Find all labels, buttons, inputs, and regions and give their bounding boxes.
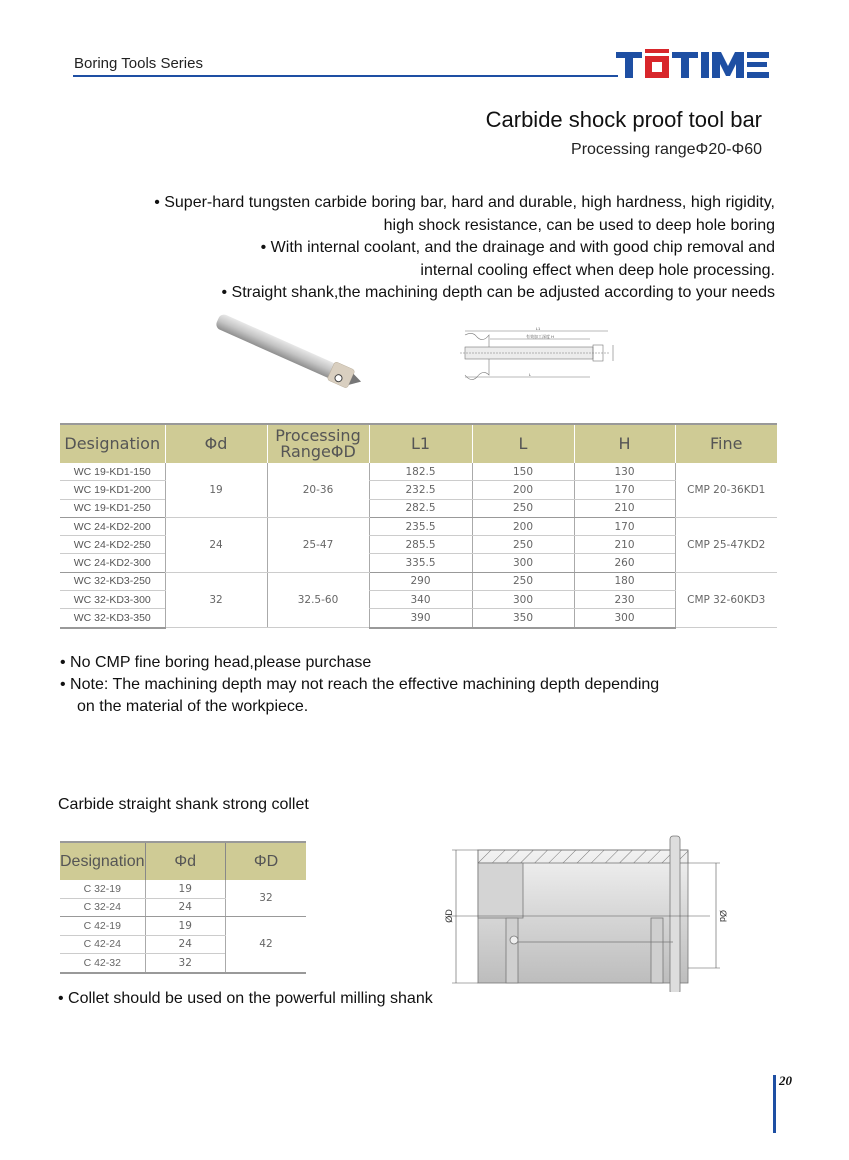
col-D: ΦD: [225, 842, 306, 880]
feature-line: internal cooling effect when deep hole processing.: [420, 261, 775, 279]
D-value: 32: [225, 880, 306, 917]
page-number: 20: [779, 1073, 792, 1088]
feature-line: • Super-hard tungsten carbide boring bar, hard and durable, high hardness, high rigidity,: [154, 194, 775, 211]
collet-note: • Collet should be used on the powerful milling shank: [58, 990, 433, 1007]
drawing-label-l: L: [528, 372, 532, 377]
range-value: 32.5-60: [267, 572, 369, 627]
series-title: Boring Tools Series: [74, 55, 203, 72]
totime-logo: [616, 48, 770, 80]
col-designation: Designation: [60, 842, 145, 880]
boring-bar-drawing: [450, 325, 618, 385]
table-row: WC 24-KD2-250 285.5 250 210: [60, 536, 777, 554]
d-value: 19: [165, 463, 267, 517]
D-value: 42: [225, 917, 306, 973]
table-row: WC 32-KD3-250 32 32.5-60 290 250 180 CMP 32-60KD3: [60, 572, 777, 590]
feature-line: high shock resistance, can be used to deep hole boring: [383, 216, 775, 234]
product-title: Carbide shock proof tool bar: [485, 107, 762, 132]
table-row: WC 19-KD1-150 19 20-36 182.5 150 130 CMP 20-36KD1: [60, 463, 777, 481]
range-value: 20-36: [267, 463, 369, 517]
col-designation: Designation: [60, 424, 165, 463]
table-header-row: [60, 424, 777, 463]
collet-drawing: [438, 832, 728, 992]
boring-bar-photo: [213, 308, 383, 398]
col-range: Processing RangeΦD: [267, 424, 369, 463]
drawing-label-l1: L1: [535, 326, 541, 331]
note-line: • No CMP fine boring head,please purchase: [60, 654, 372, 671]
feature-line: • With internal coolant, and the drainage and with good chip removal and: [260, 239, 775, 256]
fine-value: CMP 32-60KD3: [675, 572, 777, 627]
note-line: on the material of the workpiece.: [77, 698, 309, 715]
table-row: C 42-19 19 42: [60, 917, 306, 936]
col-fine: Fine: [675, 424, 777, 463]
col-l: L: [472, 424, 574, 463]
collet-label-D: ØD: [444, 909, 454, 923]
d-value: 24: [165, 517, 267, 572]
feature-line: • Straight shank,the machining depth can be adjusted according to your needs: [221, 284, 775, 301]
table-row: C 32-19 19 32: [60, 880, 306, 898]
fine-value: CMP 25-47KD2: [675, 517, 777, 572]
table-row: WC 32-KD3-350 390 350 300: [60, 609, 777, 628]
notes: [60, 652, 659, 718]
col-d: Φd: [165, 424, 267, 463]
fine-value: CMP 20-36KD1: [675, 463, 777, 517]
table-row: WC 24-KD2-200 24 25-47 235.5 200 170 CMP 25-47KD2: [60, 517, 777, 535]
feature-list: [154, 192, 775, 305]
table-header-row: [60, 842, 306, 880]
col-l1: L1: [369, 424, 472, 463]
collet-table: [60, 841, 306, 974]
collet-title: Carbide straight shank strong collet: [58, 796, 309, 813]
product-subtitle: Processing rangeΦ20-Φ60: [571, 141, 762, 158]
collet-label-d: Ød: [718, 909, 728, 923]
d-value: 32: [165, 572, 267, 627]
col-h: H: [574, 424, 675, 463]
boring-bar-table: [60, 423, 777, 629]
table-row: WC 32-KD3-300 340 300 230: [60, 591, 777, 609]
table-row: WC 19-KD1-200 232.5 200 170: [60, 481, 777, 499]
note-line: • Note: The machining depth may not reach the effective machining depth depending: [60, 676, 660, 693]
header-divider: [73, 75, 618, 77]
range-value: 25-47: [267, 517, 369, 572]
table-row: C 32-24 24: [60, 898, 306, 917]
page-number-bar: [773, 1075, 776, 1133]
table-row: C 42-32 32: [60, 954, 306, 973]
table-row: WC 24-KD2-300 335.5 300 260: [60, 554, 777, 572]
table-row: C 42-24 24: [60, 935, 306, 954]
drawing-label-h: 有效加工深度 H: [526, 334, 554, 339]
col-d: Φd: [145, 842, 225, 880]
table-row: WC 19-KD1-250 282.5 250 210: [60, 499, 777, 517]
